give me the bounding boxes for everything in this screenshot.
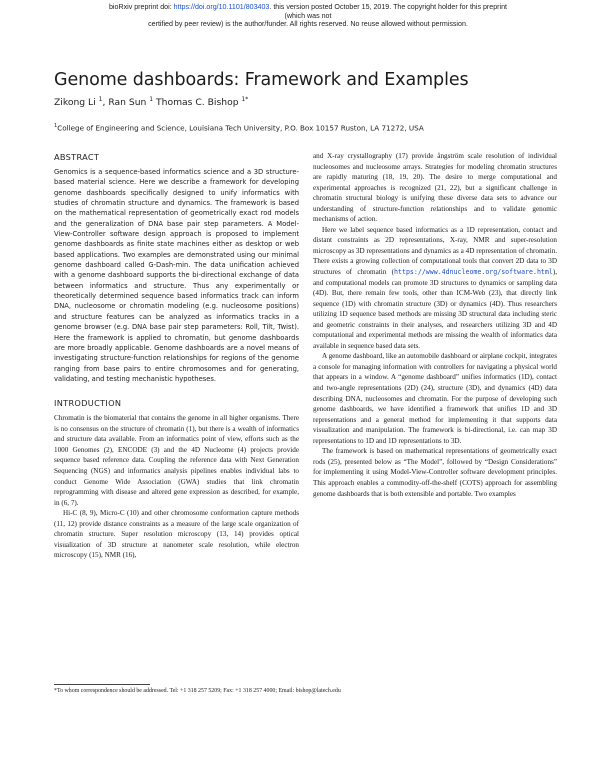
intro-paragraph-5: A genome dashboard, like an automobile dashboard or airplane cockpit, integrates a console for managing information with controllers for navigating a physical world that appears in a window. A “genome dashboard” unifies informatics (1D), contact and two-angle representations (2D) (24), structure (3D), and dynamics (4D) data describing DNA, nucleosomes and chromatin. For the purpose of developing such genome dashboards, we have identified a framework that unifies 1D and 3D representations and a general method for implementing it that supports data visualization and manipulation. The framework is bi-directional, i.e. can map 3D representations to 1D and 1D representations to 3D. (313, 352, 557, 445)
author-3: Thomas C. Bishop (156, 97, 239, 109)
affiliation-text: College of Engineering and Science, Louisiana Tech University, P.O. Box 10157 Ruston, LA 71272, USA (57, 123, 424, 133)
header-prefix: bioRxiv preprint doi: (108, 3, 174, 11)
intro-paragraph-2: Hi-C (8, 9), Micro-C (10) and other chromosome conformation capture methods (11, 12) provide distance constraints as a measure of the large scale organization of chromatin structure. Super resolution microscopy (13, 14) provides optical visualization of 3D structure at nanometer scale resolution, while electron microscopy (15), NMR (16), (54, 509, 299, 560)
header-line-1 (108, 3, 508, 20)
intro-paragraph-1: Chromatin is the biomaterial that contains the genome in all higher organisms. There is no consensus on the structure of chromatin (1), but there is a wealth of informatics and structure data available. From an informatics point of view, efforts such as the 1000 Genomes (2), ENCODE (3) and the 4D Nucleome (4) projects provide sequence based reference data. Coupling the reference data with Next Generation Sequencing (NGS) and informatics analysis pipelines enables individual labs to conduct Genome Wide Association (GWA) studies that link chromatin reprogramming with disease and altered gene expression as described, for example, in (6, 7). (54, 414, 299, 507)
author-2: Ran Sun (108, 97, 147, 109)
left-column (54, 152, 299, 561)
paper-title: Genome dashboards: Framework and Examples (54, 70, 469, 90)
abstract-text: Genomics is a sequence-based informatics science and a 3D structure-based material science. Here we describe a framework for developing genome dashboards specifically designed to unify informatics with studies of chromatin structure and dynamics. The framework is based on the mathematical representation of geometrically exact rod models and the generalization of DNA base pair step parameters. A Model-View-Controller software design approach is proposed to implement genome dashboards as finite state machines either as desktop or web based applications. Two examples are demonstrated using our minimal genome dashboard called G-Dash-min. The data unification achieved with a genome dashboard supports the bi-directional exchange of data between informatics and structure. Thus any experimentally or theoretically determined sequence based informatics track can inform DNA, nucleosome or chromatin modeling (e.g. nucleosome positions) and structure features can be analyzed as informatics tracks in a genome browser (e.g. DNA base pair step parameters: Roll, Tilt, Twist). Here the framework is applied to chromatin, but genome dashboards are more broadly applicable. Genome dashboards are a novel means of investigating structure-function relationships for regions of the genome ranging from base pairs to entire chromosomes and for generating, validating, and testing mechanistic hypotheses. (54, 168, 299, 383)
correspondence-footnote: *To whom correspondence should be addressed. Tel: +1 318 257 5209; Fax: +1 318 257 4000; Email: bishop@latech.edu (54, 688, 341, 694)
right-column (313, 151, 557, 499)
intro-paragraph-6: The framework is based on mathematical representations of geometrically exact rods (25), presented below as “The Model”, followed by “Design Considerations” for implementing it using Model-View-Controller software development principles. This approach enables a commodity-off-the-shelf (COTS) approach for assembling genome dashboards that is both extensible and portable. Two examples (313, 447, 557, 498)
author-1-affil-mark: 1 (98, 96, 103, 103)
intro-paragraph-4 (313, 225, 557, 352)
author-3-affil-mark: 1* (241, 96, 249, 103)
intro-paragraph-3: and X-ray crystallography (17) provide ångström scale resolution of individual nucleosomes and nucleosome arrays. Strategies for modeling chromatin structures are rapidly maturing (18, 19, 20). The desire to merge computational and experimental approaches is recognized (21, 22), but a significant challenge in chromatin structural biology is unifying these diverse data sets to advance our understanding of structure-function relationships and to validate genomic mechanisms of action. (313, 152, 557, 224)
introduction-heading: INTRODUCTION (54, 398, 122, 409)
preprint-header (108, 3, 508, 29)
author-list: Zikong Li $^1$, Ran Sun $^1$ Thomas C. Bishop $^{1*}$ (54, 96, 249, 109)
paragraph-4-text-b: ), and computational models can promote 3D structures to dynamics or sampling data (4D). But, there remain few tools, other than ICM-Web (23), that directly link sequence (1D) with chromatin structure (3D) or dynamics (4D). Thus researchers utilizing 1D sequence based methods are missing 3D structural data including steric and geometric constraints in their analyses, and researchers utilizing 3D and 4D computational and experimental methods are missing the wealth of informatics data available in sequence based data sets. (313, 268, 557, 350)
software-link[interactable]: https://www.4dnucleome.org/software.html (394, 268, 553, 277)
doi-link[interactable]: https://doi.org/10.1101/803403 (173, 3, 270, 11)
affiliation (54, 123, 424, 132)
affiliation-mark: 1 (54, 123, 58, 129)
abstract-heading: ABSTRACT (54, 152, 100, 162)
author-1: Zikong Li (54, 97, 96, 109)
header-suffix: . this version posted October 15, 2019. The copyright holder for this preprint (which was not (269, 3, 508, 20)
paragraph-4-text-a: Here we label sequence based informatics as a 1D representation, contact and distant constraints as 2D representations, X-ray, NMR and super-resolution microscopy as 3D representations and dynamics as a 4D representation of chromatin. There exists a growing collection of computational tools that convert 2D data to 3D structures of chromatin ( (313, 225, 557, 277)
author-2-affil-mark: 1 (149, 96, 154, 103)
footnote-divider (54, 684, 150, 685)
header-line-2: certified by peer review) is the author/funder. All rights reserved. No reuse allowed without permission. (148, 20, 468, 29)
